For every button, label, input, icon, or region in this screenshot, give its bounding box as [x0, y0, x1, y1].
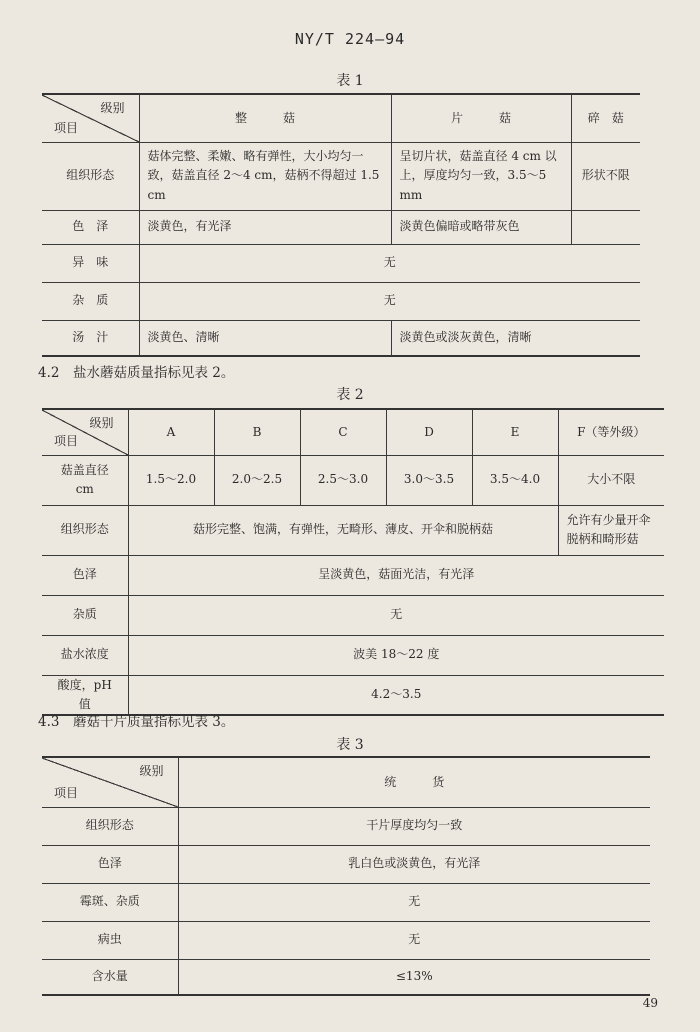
diameter-c: 2.5～3.0: [300, 455, 386, 505]
table2-caption: 表 2: [336, 387, 364, 403]
table3-caption: 表 3: [336, 737, 364, 753]
col-header-slice: 片 菇: [391, 94, 571, 142]
corner-item-label: 项目: [54, 434, 79, 449]
row-label-brine: 盐水浓度: [42, 635, 128, 675]
diameter-a: 1.5～2.0: [128, 455, 214, 505]
table1-corner-header: [42, 94, 139, 142]
row-label-tissue: 组织形态: [42, 142, 139, 210]
cell-tissue-f: 允许有少量开伞脱柄和畸形菇: [558, 505, 664, 555]
section-4-3: 4.3 蘑菇干片质量指标见表 3。: [38, 714, 235, 730]
cell-ph: 4.2～3.5: [128, 675, 664, 715]
diameter-unit: cm: [75, 482, 94, 496]
grade-b: B: [214, 409, 300, 455]
cell-color-broken: [571, 210, 640, 244]
row-label-color: 色 泽: [42, 210, 139, 244]
row-label-odor: 异 味: [42, 244, 139, 282]
standard-code: NY/T 224—94: [294, 30, 406, 48]
table2: [42, 408, 664, 716]
row-label-pests: 病虫: [42, 921, 178, 959]
row-label-tissue: 组织形态: [42, 807, 178, 845]
corner-level-label: 级别: [100, 101, 125, 115]
cell-moisture: ≤13%: [178, 959, 650, 995]
diameter-f: 大小不限: [558, 455, 664, 505]
table1: [42, 93, 640, 357]
cell-mold: 无: [178, 883, 650, 921]
cell-tissue-a-e: 菇形完整、饱满，有弹性，无畸形、薄皮、开伞和脱柄菇: [128, 505, 558, 555]
diameter-b: 2.0～2.5: [214, 455, 300, 505]
col-header-broken: 碎 菇: [571, 94, 640, 142]
row-label-impurity: 杂 质: [42, 282, 139, 320]
row-label-diameter: [42, 455, 128, 505]
row-label-color: 色泽: [42, 845, 178, 883]
grade-e: E: [472, 409, 558, 455]
cell-pests: 无: [178, 921, 650, 959]
row-label-juice: 汤 汁: [42, 320, 139, 356]
table1-caption: 表 1: [336, 73, 364, 89]
cell-color: 乳白色或淡黄色，有光泽: [178, 845, 650, 883]
cell-color-slice: 淡黄色偏暗或略带灰色: [391, 210, 571, 244]
section-4-2: 4.2 盐水蘑菇质量指标见表 2。: [38, 365, 235, 381]
col-header-whole: 整 菇: [139, 94, 391, 142]
cell-impurity: 无: [128, 595, 664, 635]
row-label-ph: 酸度，pH 值: [42, 675, 128, 715]
cell-tissue: 干片厚度均匀一致: [178, 807, 650, 845]
cell-juice-whole: 淡黄色、清晰: [139, 320, 391, 356]
diameter-label: 菇盖直径: [60, 462, 109, 477]
grade-d: D: [386, 409, 472, 455]
cell-color: 呈淡黄色，菇面光洁，有光泽: [128, 555, 664, 595]
cell-tissue-slice: 呈切片状，菇盖直径 4 cm 以上，厚度均匀一致，3.5～5 mm: [391, 142, 571, 210]
grade-c: C: [300, 409, 386, 455]
row-label-impurity: 杂质: [42, 595, 128, 635]
diameter-d: 3.0～3.5: [386, 455, 472, 505]
row-label-mold: 霉斑、杂质: [42, 883, 178, 921]
grade-a: A: [128, 409, 214, 455]
cell-brine: 波美 18～22 度: [128, 635, 664, 675]
cell-juice-slice: 淡黄色或淡灰黄色，清晰: [391, 320, 640, 356]
corner-level-label: 级别: [89, 416, 114, 430]
cell-tissue-broken: 形状不限: [571, 142, 640, 210]
cell-odor: 无: [139, 244, 640, 282]
grade-f: F（等外级）: [558, 409, 664, 455]
corner-item-label: 项目: [54, 121, 79, 136]
diameter-e: 3.5～4.0: [472, 455, 558, 505]
row-label-tissue: 组织形态: [42, 505, 128, 555]
corner-level-label: 级别: [139, 764, 164, 778]
cell-tissue-whole: 菇体完整、柔嫩、略有弹性，大小均匀一致，菇盖直径 2～4 cm，菇柄不得超过 1.5 cm: [139, 142, 391, 210]
table3: [42, 756, 650, 996]
table3-corner-header: [42, 757, 178, 807]
col-header-ungraded: 统 货: [178, 757, 650, 807]
cell-impurity: 无: [139, 282, 640, 320]
row-label-color: 色泽: [42, 555, 128, 595]
table2-corner-header: [42, 409, 128, 455]
corner-item-label: 项目: [54, 786, 79, 801]
cell-color-whole: 淡黄色，有光泽: [139, 210, 391, 244]
row-label-moisture: 含水量: [42, 959, 178, 995]
page-number: 49: [642, 996, 658, 1010]
